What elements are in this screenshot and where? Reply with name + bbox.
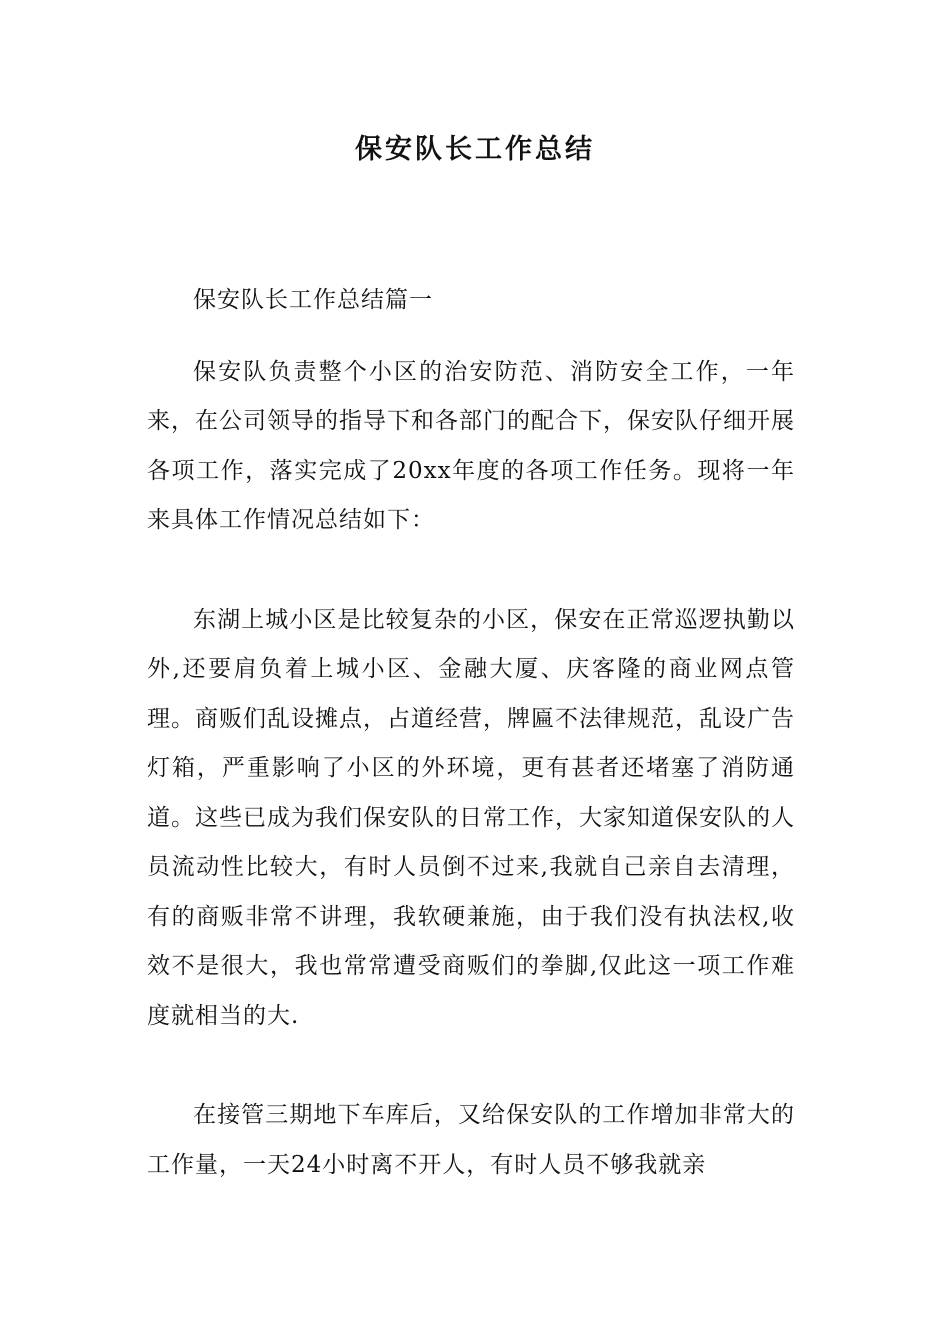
- section-heading: 保安队长工作总结篇一: [193, 287, 433, 313]
- paragraph: 在接管三期地下车库后，又给保安队的工作增加非常大的工作量，一天24小时离不开人，有时人员不够我就亲: [147, 1102, 795, 1178]
- document-title: 保安队长工作总结: [355, 134, 595, 165]
- paragraph: 保安队负责整个小区的治安防范、消防安全工作，一年来，在公司领导的指导下和各部门的配合下，保安队仔细开展各项工作，落实完成了20xx年度的各项工作任务。现将一年来具体工作情况总结如下：: [147, 358, 795, 533]
- document-body: [147, 276, 795, 1190]
- paragraph: 东湖上城小区是比较复杂的小区，保安在正常巡逻执勤以外,还要肩负着上城小区、金融大厦、庆客隆的商业网点管理。商贩们乱设摊点，占道经营，牌匾不法律规范，乱设广告灯箱，严重影响了小区的外环境，更有甚者还堵塞了消防通道。这些已成为我们保安队的日常工作，大家知道保安队的人员流动性比较大，有时人员倒不过来,我就自己亲自去清理，有的商贩非常不讲理，我软硬兼施，由于我们没有执法权,收效不是很大，我也常常遭受商贩们的拳脚,仅此这一项工作难度就相当的大.: [147, 606, 795, 1029]
